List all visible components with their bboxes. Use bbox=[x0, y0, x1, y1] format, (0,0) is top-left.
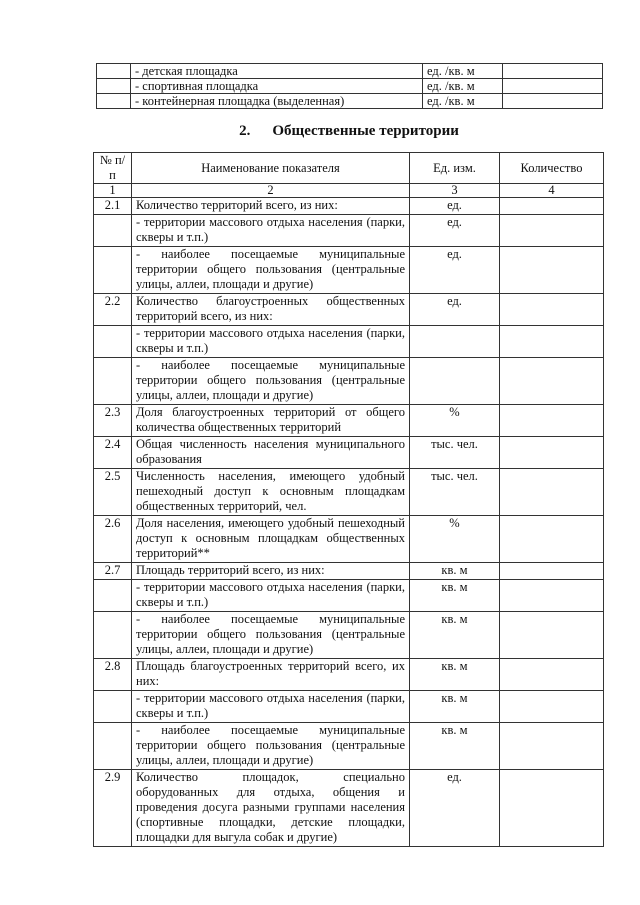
indicators-body bbox=[94, 198, 604, 847]
table-row bbox=[94, 469, 604, 516]
indicator-name-cell: - наиболее посещаемые муниципальные территории общего пользования (центральные улицы, аллеи, площади и другие) bbox=[132, 358, 410, 405]
column-index: 3 bbox=[410, 184, 500, 198]
column-index-row bbox=[94, 184, 604, 198]
unit-cell: кв. м bbox=[410, 691, 500, 723]
unit-cell: кв. м bbox=[410, 612, 500, 659]
header-unit: Ед. изм. bbox=[410, 153, 500, 184]
row-number-cell bbox=[94, 612, 132, 659]
top-table bbox=[96, 63, 603, 109]
table-row bbox=[94, 326, 604, 358]
header-num: № п/п bbox=[94, 153, 132, 184]
value-cell[interactable] bbox=[500, 723, 604, 770]
unit-cell: % bbox=[410, 516, 500, 563]
table-row bbox=[94, 612, 604, 659]
table-row bbox=[94, 437, 604, 469]
table-row bbox=[94, 215, 604, 247]
column-index: 4 bbox=[500, 184, 604, 198]
indicator-name-cell: Площадь благоустроенных территорий всего, их них: bbox=[132, 659, 410, 691]
value-cell[interactable] bbox=[500, 563, 604, 580]
indicator-name-cell: - контейнерная площадка (выделенная) bbox=[131, 94, 423, 109]
section-heading bbox=[96, 124, 602, 139]
unit-cell bbox=[410, 326, 500, 358]
unit-cell: ед. /кв. м bbox=[423, 94, 503, 109]
value-cell[interactable] bbox=[500, 612, 604, 659]
unit-cell bbox=[410, 358, 500, 405]
row-number-cell bbox=[94, 691, 132, 723]
indicator-name-cell: Численность населения, имеющего удобный пешеходный доступ к основным площадкам общественных территорий, чел. bbox=[132, 469, 410, 516]
value-cell[interactable] bbox=[500, 691, 604, 723]
value-cell[interactable] bbox=[500, 469, 604, 516]
table-row bbox=[94, 247, 604, 294]
unit-cell: кв. м bbox=[410, 659, 500, 691]
row-number-cell bbox=[97, 64, 131, 79]
row-number-cell bbox=[97, 79, 131, 94]
value-cell[interactable] bbox=[500, 516, 604, 563]
value-cell[interactable] bbox=[500, 770, 604, 847]
header-value: Количество bbox=[500, 153, 604, 184]
value-cell[interactable] bbox=[500, 215, 604, 247]
value-cell[interactable] bbox=[500, 358, 604, 405]
unit-cell: ед. bbox=[410, 247, 500, 294]
row-number-cell: 2.5 bbox=[94, 469, 132, 516]
row-number-cell: 2.9 bbox=[94, 770, 132, 847]
value-cell[interactable] bbox=[503, 64, 603, 79]
table-row bbox=[94, 691, 604, 723]
value-cell[interactable] bbox=[500, 326, 604, 358]
value-cell[interactable] bbox=[500, 294, 604, 326]
row-number-cell bbox=[94, 358, 132, 405]
unit-cell: ед. bbox=[410, 294, 500, 326]
value-cell[interactable] bbox=[500, 247, 604, 294]
row-number-cell bbox=[94, 326, 132, 358]
table-row bbox=[94, 723, 604, 770]
unit-cell: % bbox=[410, 405, 500, 437]
value-cell[interactable] bbox=[503, 79, 603, 94]
unit-cell: тыс. чел. bbox=[410, 437, 500, 469]
indicator-name-cell: Доля благоустроенных территорий от общего количества общественных территорий bbox=[132, 405, 410, 437]
unit-cell: ед. bbox=[410, 770, 500, 847]
indicator-name-cell: - наиболее посещаемые муниципальные территории общего пользования (центральные улицы, аллеи, площади и другие) bbox=[132, 723, 410, 770]
unit-cell: ед. bbox=[410, 198, 500, 215]
unit-cell: ед. /кв. м bbox=[423, 79, 503, 94]
indicator-name-cell: Количество территорий всего, из них: bbox=[132, 198, 410, 215]
table-row bbox=[94, 405, 604, 437]
column-index: 1 bbox=[94, 184, 132, 198]
value-cell[interactable] bbox=[500, 198, 604, 215]
row-number-cell: 2.8 bbox=[94, 659, 132, 691]
indicator-name-cell: - территории массового отдыха населения (парки, скверы и т.п.) bbox=[132, 326, 410, 358]
indicator-name-cell: - территории массового отдыха населения (парки, скверы и т.п.) bbox=[132, 215, 410, 247]
table-row bbox=[94, 294, 604, 326]
indicator-name-cell: - территории массового отдыха населения (парки, скверы и т.п.) bbox=[132, 580, 410, 612]
indicator-name-cell: - спортивная площадка bbox=[131, 79, 423, 94]
column-index: 2 bbox=[132, 184, 410, 198]
value-cell[interactable] bbox=[500, 580, 604, 612]
row-number-cell: 2.4 bbox=[94, 437, 132, 469]
unit-cell: тыс. чел. bbox=[410, 469, 500, 516]
row-number-cell bbox=[94, 247, 132, 294]
unit-cell: кв. м bbox=[410, 563, 500, 580]
section-title: Общественные территории bbox=[272, 123, 459, 139]
table-row bbox=[94, 198, 604, 215]
unit-cell: кв. м bbox=[410, 723, 500, 770]
indicator-name-cell: Общая численность населения муниципального образования bbox=[132, 437, 410, 469]
table-row bbox=[94, 516, 604, 563]
table-row bbox=[94, 659, 604, 691]
row-number-cell: 2.2 bbox=[94, 294, 132, 326]
row-number-cell: 2.3 bbox=[94, 405, 132, 437]
indicator-name-cell: Площадь территорий всего, из них: bbox=[132, 563, 410, 580]
row-number-cell bbox=[97, 94, 131, 109]
table-row bbox=[94, 358, 604, 405]
indicators-table bbox=[93, 152, 604, 847]
row-number-cell bbox=[94, 580, 132, 612]
value-cell[interactable] bbox=[500, 437, 604, 469]
table-header-row bbox=[94, 153, 604, 184]
row-number-cell: 2.1 bbox=[94, 198, 132, 215]
section-number: 2. bbox=[239, 123, 251, 139]
table-row bbox=[94, 770, 604, 847]
table-row bbox=[97, 94, 603, 109]
value-cell[interactable] bbox=[500, 405, 604, 437]
indicator-name-cell: Количество благоустроенных общественных территорий всего, из них: bbox=[132, 294, 410, 326]
row-number-cell bbox=[94, 215, 132, 247]
indicator-name-cell: Доля населения, имеющего удобный пешеходный доступ к основным площадкам общественных территорий** bbox=[132, 516, 410, 563]
table-row bbox=[97, 79, 603, 94]
unit-cell: ед. bbox=[410, 215, 500, 247]
row-number-cell: 2.6 bbox=[94, 516, 132, 563]
table-row bbox=[94, 580, 604, 612]
indicator-name-cell: Количество площадок, специально оборудованных для отдыха, общения и проведения досуга разными группами населения (спортивные площадки, детские площадки, площадки для выгула собак и другие) bbox=[132, 770, 410, 847]
row-number-cell bbox=[94, 723, 132, 770]
value-cell[interactable] bbox=[500, 659, 604, 691]
table-row bbox=[94, 563, 604, 580]
indicator-name-cell: - детская площадка bbox=[131, 64, 423, 79]
unit-cell: кв. м bbox=[410, 580, 500, 612]
row-number-cell: 2.7 bbox=[94, 563, 132, 580]
unit-cell: ед. /кв. м bbox=[423, 64, 503, 79]
indicator-name-cell: - наиболее посещаемые муниципальные территории общего пользования (центральные улицы, аллеи, площади и другие) bbox=[132, 612, 410, 659]
header-name: Наименование показателя bbox=[132, 153, 410, 184]
indicator-name-cell: - наиболее посещаемые муниципальные территории общего пользования (центральные улицы, аллеи, площади и другие) bbox=[132, 247, 410, 294]
value-cell[interactable] bbox=[503, 94, 603, 109]
table-row bbox=[97, 64, 603, 79]
indicator-name-cell: - территории массового отдыха населения (парки, скверы и т.п.) bbox=[132, 691, 410, 723]
